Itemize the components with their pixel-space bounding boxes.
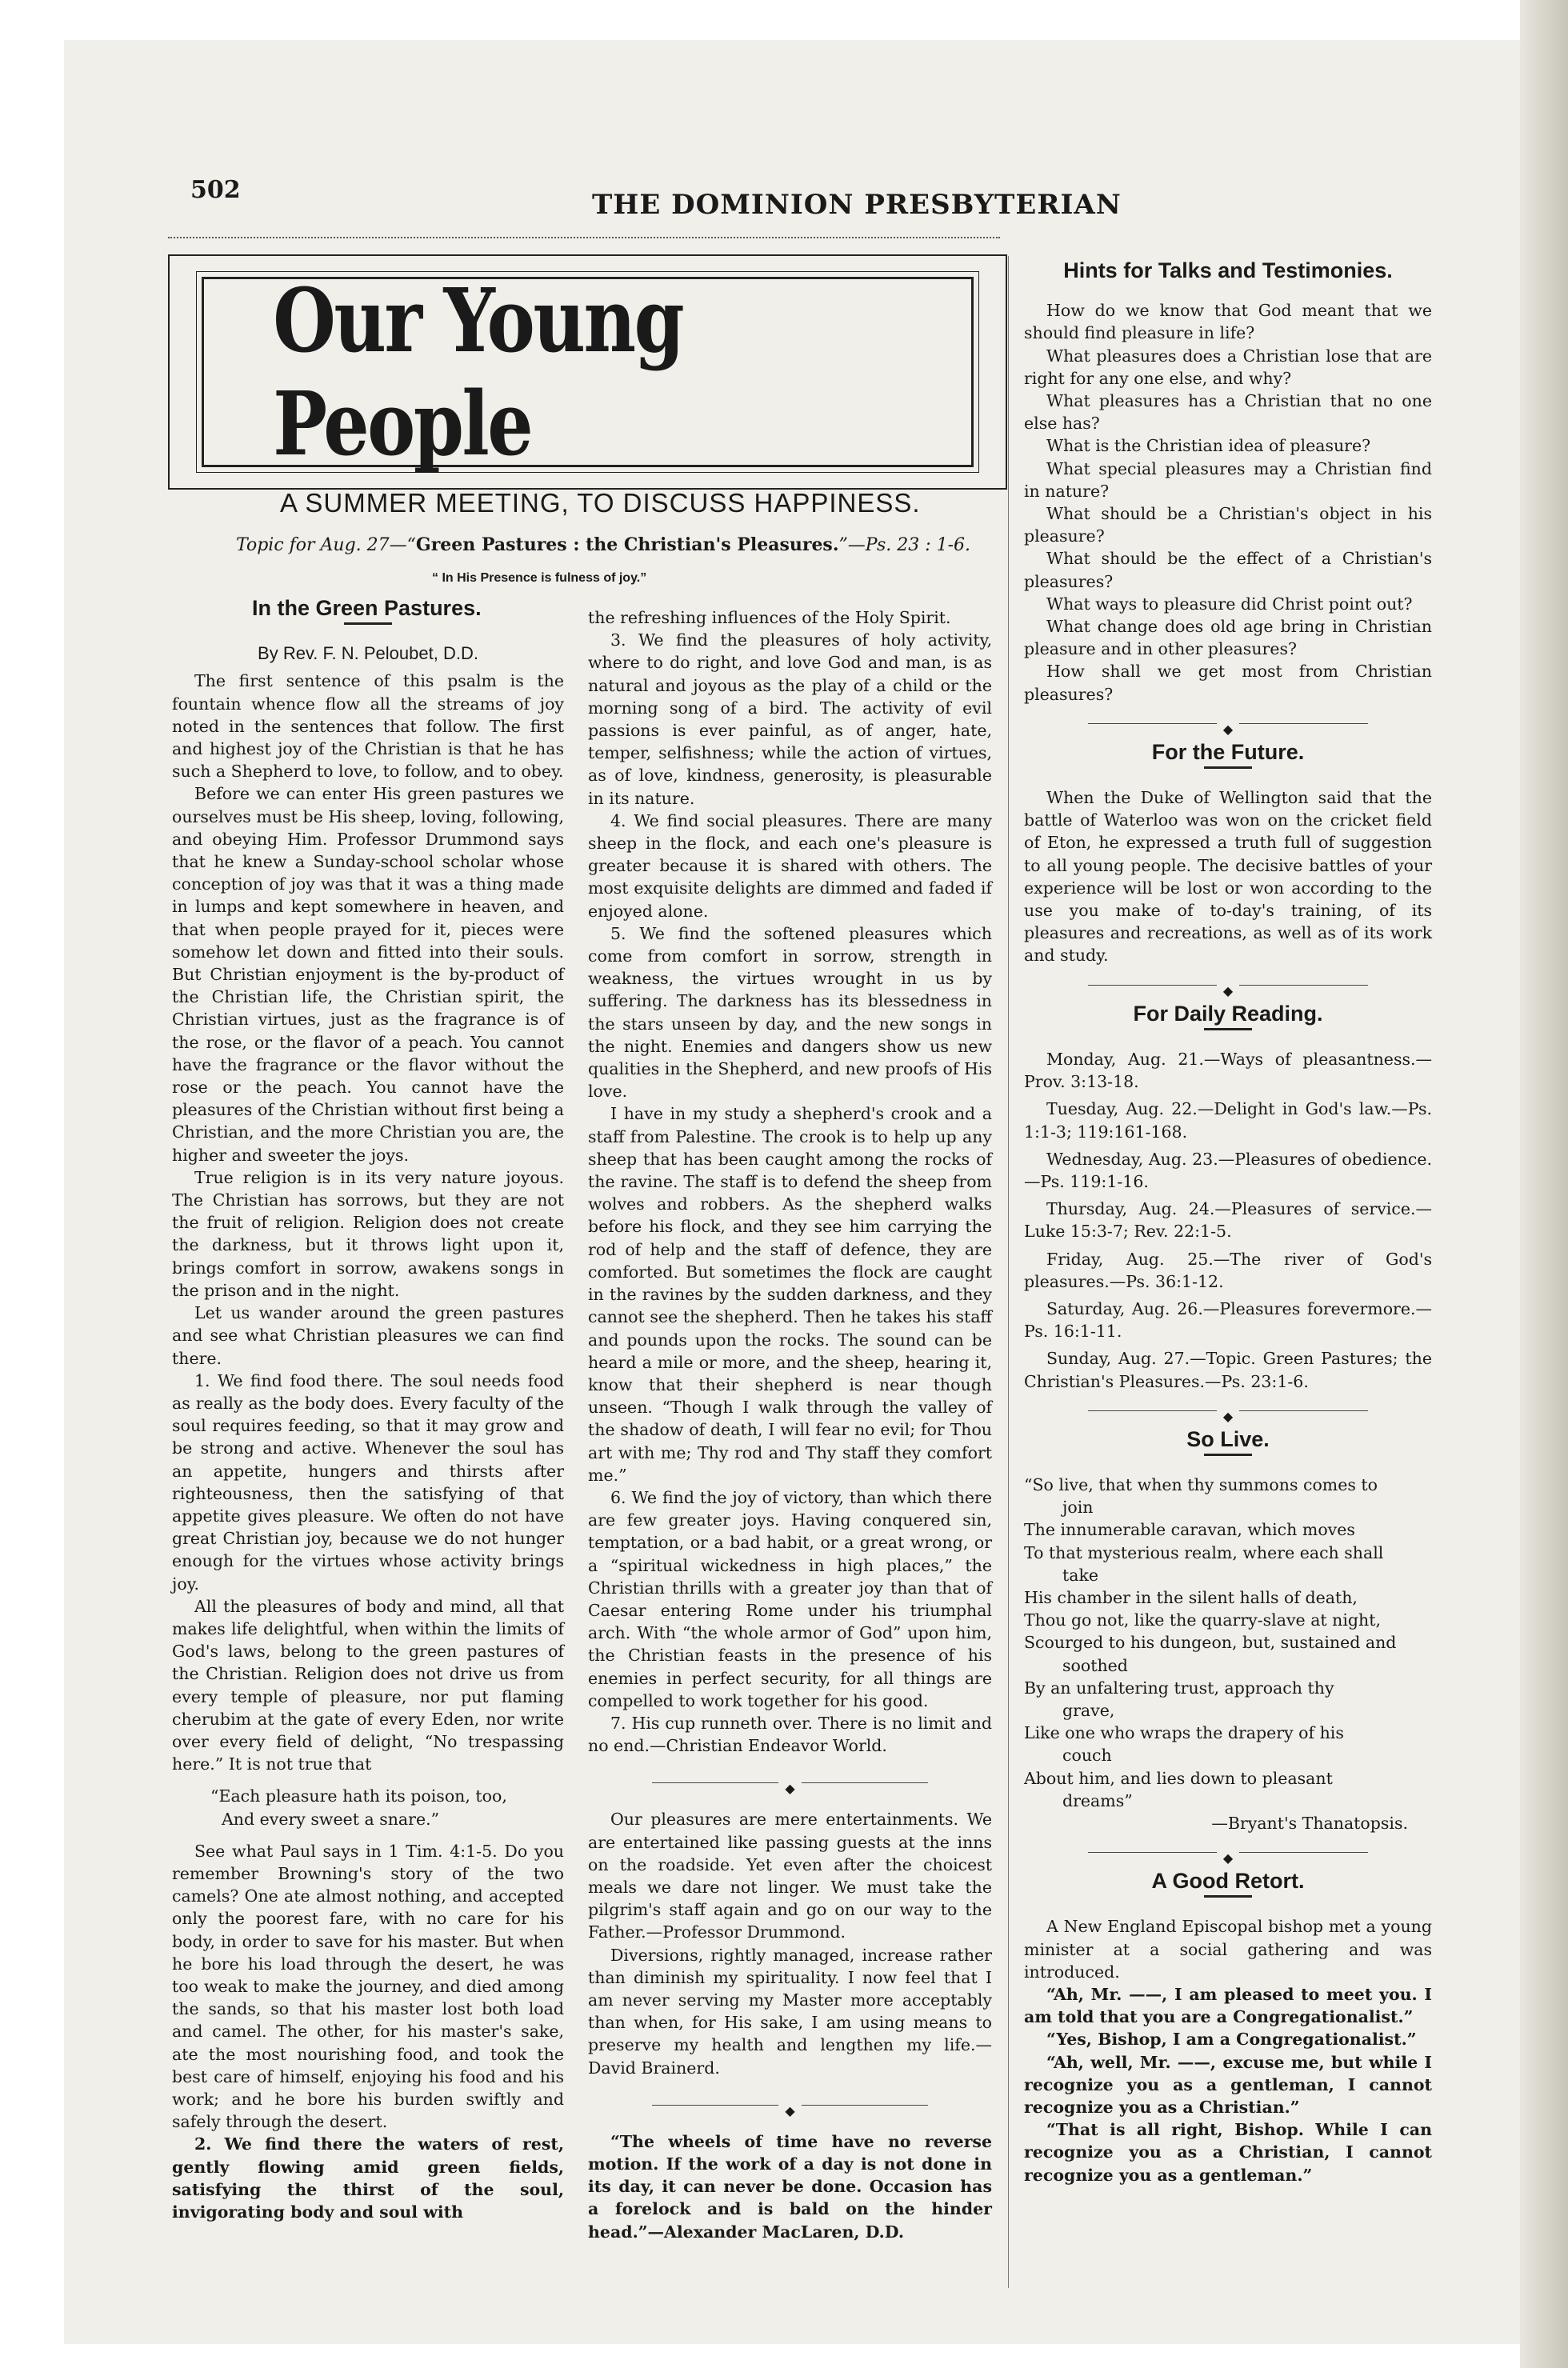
solive-heading: So Live. bbox=[1186, 1426, 1270, 1451]
future-heading: For the Future. bbox=[1151, 739, 1305, 764]
paragraph: See what Paul says in 1 Tim. 4:1-5. Do you remember Browning's story of the two camels? One ate almost nothing, and accepted only the poorest fare, with no care for his body, in order to save for his master. But when he bore his load through the desert, he was too weak to make the journey, and died among the sands, so that his master lost both load and camel. The other, for his master's sake, ate the most nourishing food, and took the best care of himself, enjoying his food and his work; and he bore his burden swiftly and safely through the desert. bbox=[172, 1841, 564, 2132]
poem-line-wrap: grave, bbox=[1062, 1700, 1115, 1720]
article-heading: In the Green Pastures. bbox=[252, 596, 482, 620]
article-column-2 bbox=[588, 606, 992, 2243]
hint-item: What pleasures has a Christian that no one else has? bbox=[1024, 391, 1432, 434]
paragraph: the refreshing influences of the Holy Spirit. bbox=[588, 608, 951, 627]
daily-heading: For Daily Reading. bbox=[1133, 1001, 1323, 1026]
hint-item: What should be a Christian's object in his pleasure? bbox=[1024, 504, 1432, 546]
sidebar-column bbox=[1024, 254, 1432, 2186]
poem-line-wrap: couch bbox=[1062, 1746, 1112, 1766]
poem-line-wrap: join bbox=[1062, 1498, 1094, 1518]
heading-rule bbox=[1204, 766, 1252, 769]
poem-line: His chamber in the silent halls of death, bbox=[1024, 1587, 1358, 1607]
diamond-ornament-icon: ◆ bbox=[1217, 1409, 1239, 1424]
poem-line: To that mysterious realm, where each shall bbox=[1024, 1542, 1384, 1562]
poem-line: “So live, that when thy summons comes to bbox=[1024, 1474, 1378, 1494]
hint-item: How do we know that God meant that we should find pleasure in life? bbox=[1024, 301, 1432, 343]
article-column-1 bbox=[172, 592, 564, 2223]
byline: By Rev. F. N. Peloubet, D.D. bbox=[258, 643, 478, 664]
block-quote bbox=[172, 1785, 564, 1830]
banner-frame bbox=[202, 269, 974, 475]
reading-item: Saturday, Aug. 26.—Pleasures forevermore.—Ps. 16:1-11. bbox=[1024, 1298, 1432, 1342]
headline: A SUMMER MEETING, TO DISCUSS HAPPINESS. bbox=[280, 488, 921, 518]
paragraph: 1. We find food there. The soul needs food as really as the body does. Every faculty of the soul requires feeding, so that it may grow and be strong and active. Whenever the soul has an appetite, hungers and thirsts after righteousness, then the satisfying of that appetite gives pleasure. We often do not have great Christian joy, because we do not hunger enough for the virtues whose activity brings joy. bbox=[172, 1370, 564, 1594]
quote-line: “Each pleasure hath its poison, too, bbox=[210, 1786, 507, 1806]
banner-title: Our Young People bbox=[273, 269, 683, 475]
reading-item: Tuesday, Aug. 22.—Delight in God's law.—Ps. 1:1-3; 119:161-168. bbox=[1024, 1099, 1432, 1142]
topic-line bbox=[236, 534, 970, 555]
reading-item: Friday, Aug. 25.—The river of God's pleasures.—Ps. 36:1-12. bbox=[1024, 1249, 1432, 1291]
quote-line: And every sweet a snare.” bbox=[222, 1809, 440, 1829]
ornament-divider bbox=[1024, 717, 1432, 737]
paragraph: I have in my study a shepherd's crook and a staff from Palestine. The crook is to help up any sheep that has been caught among the rocks of the ravine. The staff is to defend the sheep from wolves and robbers. As the shepherd walks before his flock, and they see him carrying the rod of help and the staff of defence, they are comforted. But sometimes the flock are caught in the ravines by the sudden darkness, and they cannot see the shepherd. Then he takes his staff and pounds upon the rocks. The sound can be heard a mile or more, and the sheep, hearing it, know that their shepherd is near though unseen. “Though I walk through the valley of the shadow of death, I will fear no evil; for Thou art with me; Thy rod and Thy staff they comfort me.” bbox=[588, 1104, 992, 1485]
ornament-divider bbox=[1024, 1846, 1432, 1866]
paragraph: “Ah, Mr. ——, I am pleased to meet you. I am told that you are a Congregationalist.” bbox=[1024, 1985, 1432, 2027]
paragraph: Before we can enter His green pastures we ourselves must be His sheep, loving, following, and obeying Him. Professor Drummond says that he knew a Sunday-school scholar whose conception of joy was that it was a thing made in lumps and kept somewhere in heaven, and that when people prayed for it, pieces were somehow let down and fitted into their souls. But Christian enjoyment is the by-product of the Christian life, the Christian spirit, the Christian virtues, just as the fragrance is of the rose, or the flavor of a peach. You cannot have the fragrance or the flavor without the rose or the peach. You cannot have the pleasures of the Christian without first being a Christian, and the more Christian you are, the higher and sweeter the joys. bbox=[172, 784, 564, 1165]
paragraph: The first sentence of this psalm is the fountain whence flow all the streams of joy noted in the sentences that follow. The first and highest joy of the Christian is that he has such a Shepherd to love, to follow, and to obey. bbox=[172, 671, 564, 782]
poem-line: Scourged to his dungeon, but, sustained and bbox=[1024, 1633, 1397, 1653]
page-number: 502 bbox=[190, 176, 241, 204]
poem-line: Like one who wraps the drapery of his bbox=[1024, 1723, 1344, 1743]
page-edge-shadow bbox=[1520, 0, 1568, 2368]
paragraph: True religion is in its very nature joyous. The Christian has sorrows, but they are not the fruit of religion. Religion does not create the darkness, but it throws light upon it, brings comfort in sorrow, awakens songs in the prison and in the night. bbox=[172, 1167, 564, 1300]
reading-item: Thursday, Aug. 24.—Pleasures of service.—Luke 15:3-7; Rev. 22:1-5. bbox=[1024, 1199, 1432, 1242]
epigraph: “ In His Presence is fulness of joy.” bbox=[432, 571, 647, 585]
poem-line: By an unfaltering trust, approach thy bbox=[1024, 1678, 1334, 1698]
poem-attribution: —Bryant's Thanatopsis. bbox=[1211, 1813, 1408, 1833]
hint-item: What is the Christian idea of pleasure? bbox=[1046, 436, 1371, 456]
paragraph: Diversions, rightly managed, increase rather than diminish my spirituality. I now feel that I am never serving my Master more acceptably than when, for His sake, I am using means to preserve my health and lengthen my life.—David Brainerd. bbox=[588, 1945, 992, 2078]
topic-reference: ”—Ps. 23 : 1-6. bbox=[838, 535, 971, 555]
paragraph: 6. We find the joy of victory, than which there are few greater joys. Having conquered sin, temptation, or a bad habit, or a great wrong, or a “spiritual wickedness in high places,” the Christian thrills with a greater joy than that of Caesar entering Rome under his triumphal arch. With “the whole armor of God” upon him, the Christian feasts in the presence of his enemies in perfect security, for all things are compelled to work together for his good. bbox=[588, 1487, 992, 1710]
paragraph: Our pleasures are mere entertainments. We are entertained like passing guests at the inns on the roadside. Yet even after the choicest meals we dare not linger. We must take the pilgrim's staff again and go on our way to the Father.—Professor Drummond. bbox=[588, 1810, 992, 1942]
heading-rule bbox=[1204, 1028, 1252, 1030]
ornament-divider bbox=[588, 2098, 992, 2118]
diamond-ornament-icon: ◆ bbox=[778, 2103, 801, 2118]
heading-rule bbox=[1204, 1454, 1252, 1456]
paragraph: 2. We find there the waters of rest, gently flowing amid green fields, satisfying the thirst of the soul, invigorating body and soul with bbox=[172, 2134, 564, 2222]
hint-item: What change does old age bring in Christian pleasure and in other pleasures? bbox=[1024, 617, 1432, 659]
paragraph: 3. We find the pleasures of holy activity, where to do right, and love God and man, is as natural and joyous as the play of a child or the morning song of a bird. The activity of evil passions is ever painful, as of anger, hate, temper, selfishness; while the action of virtues, as of love, kindness, generosity, is pleasurable in its nature. bbox=[588, 630, 992, 808]
hint-item: How shall we get most from Christian pleasures? bbox=[1024, 662, 1432, 704]
reading-item: Sunday, Aug. 27.—Topic. Green Pastures; the Christian's Pleasures.—Ps. 23:1-6. bbox=[1024, 1349, 1432, 1391]
poem-line: The innumerable caravan, which moves bbox=[1024, 1520, 1355, 1540]
paragraph: “The wheels of time have no reverse motion. If the work of a day is not done in its day, it can never be done. Occasion has a forelock and is bald on the hinder head.”—Alexander MacLaren, D.D. bbox=[588, 2131, 992, 2242]
diamond-ornament-icon: ◆ bbox=[1217, 722, 1239, 737]
paragraph: “That is all right, Bishop. While I can recognize you as a Christian, I cannot recognize you as a gentleman.” bbox=[1024, 2120, 1432, 2185]
ornament-divider bbox=[588, 1776, 992, 1797]
diamond-ornament-icon: ◆ bbox=[1217, 983, 1239, 998]
paragraph: Let us wander around the green pastures and see what Christian pleasures we can find there. bbox=[172, 1303, 564, 1368]
poem bbox=[1024, 1474, 1432, 1834]
paragraph: “Yes, Bishop, I am a Congregationalist.” bbox=[1046, 2030, 1417, 2050]
ornament-divider bbox=[1024, 978, 1432, 998]
paragraph: 7. His cup runneth over. There is no limit and no end.—Christian Endeavor World. bbox=[588, 1713, 992, 1756]
topic-title: Green Pastures : the Christian's Pleasures. bbox=[415, 534, 839, 555]
paragraph: “Ah, well, Mr. ——, excuse me, but while I recognize you as a gentleman, I cannot recognize you as a Christian.” bbox=[1024, 2052, 1432, 2118]
column-rule bbox=[1008, 256, 1009, 2288]
masthead-rule bbox=[168, 237, 1000, 238]
hint-item: What should be the effect of a Christian's pleasures? bbox=[1024, 549, 1432, 591]
hint-item: What pleasures does a Christian lose that are right for any one else, and why? bbox=[1024, 346, 1432, 388]
heading-rule bbox=[1204, 1895, 1252, 1898]
poem-line: Thou go not, like the quarry-slave at night, bbox=[1024, 1610, 1382, 1630]
masthead: THE DOMINION PRESBYTERIAN bbox=[592, 189, 1122, 221]
poem-line-wrap: dreams” bbox=[1062, 1790, 1133, 1810]
paragraph: All the pleasures of body and mind, all that makes life delightful, when within the limits of God's laws, belong to the green pastures of the Christian. Religion does not drive us from every temple of pleasure, nor put flaming cherubim at the gate of every Eden, nor write over every field of delight, “No trespassing here.” It is not true that bbox=[172, 1596, 564, 1774]
reading-item: Monday, Aug. 21.—Ways of pleasantness.—Prov. 3:13-18. bbox=[1024, 1049, 1432, 1092]
poem-line-wrap: soothed bbox=[1062, 1655, 1128, 1675]
heading-rule bbox=[344, 622, 392, 625]
topic-prefix: Topic for Aug. 27—“ bbox=[236, 535, 416, 555]
section-banner bbox=[168, 254, 1007, 490]
diamond-ornament-icon: ◆ bbox=[778, 1781, 801, 1796]
paragraph: When the Duke of Wellington said that the battle of Waterloo was won on the cricket field of Eton, he expressed a truth full of suggestion to all young people. The decisive battles of your experience will be lost or won according to the use you make of to-day's training, of its pleasures and recreations, as well as of its work and study. bbox=[1024, 788, 1432, 966]
retort-heading: A Good Retort. bbox=[1151, 1869, 1305, 1894]
poem-line-wrap: take bbox=[1062, 1565, 1099, 1585]
diamond-ornament-icon: ◆ bbox=[1217, 1850, 1239, 1866]
ornament-divider bbox=[1024, 1404, 1432, 1424]
paragraph: 5. We find the softened pleasures which come from comfort in sorrow, strength in weakness, the virtues wrought in us by suffering. The darkness has its blessedness in the stars unseen by day, and the new songs in the night. Enemies and dangers show us new qualities in the Shepherd, and new proofs of His love. bbox=[588, 923, 992, 1102]
reading-item: Wednesday, Aug. 23.—Pleasures of obedience.—Ps. 119:1-16. bbox=[1024, 1149, 1432, 1191]
paragraph: A New England Episcopal bishop met a young minister at a social gathering and was introduced. bbox=[1024, 1917, 1432, 1982]
hints-heading: Hints for Talks and Testimonies. bbox=[1063, 258, 1393, 282]
hint-item: What ways to pleasure did Christ point out? bbox=[1046, 594, 1413, 614]
poem-line: About him, and lies down to pleasant bbox=[1024, 1768, 1333, 1788]
paragraph: 4. We find social pleasures. There are many sheep in the flock, and each one's pleasure is greater because it is shared with others. The most exquisite delights are dimmed and faded if enjoyed alone. bbox=[588, 810, 992, 921]
hint-item: What special pleasures may a Christian find in nature? bbox=[1024, 458, 1432, 501]
